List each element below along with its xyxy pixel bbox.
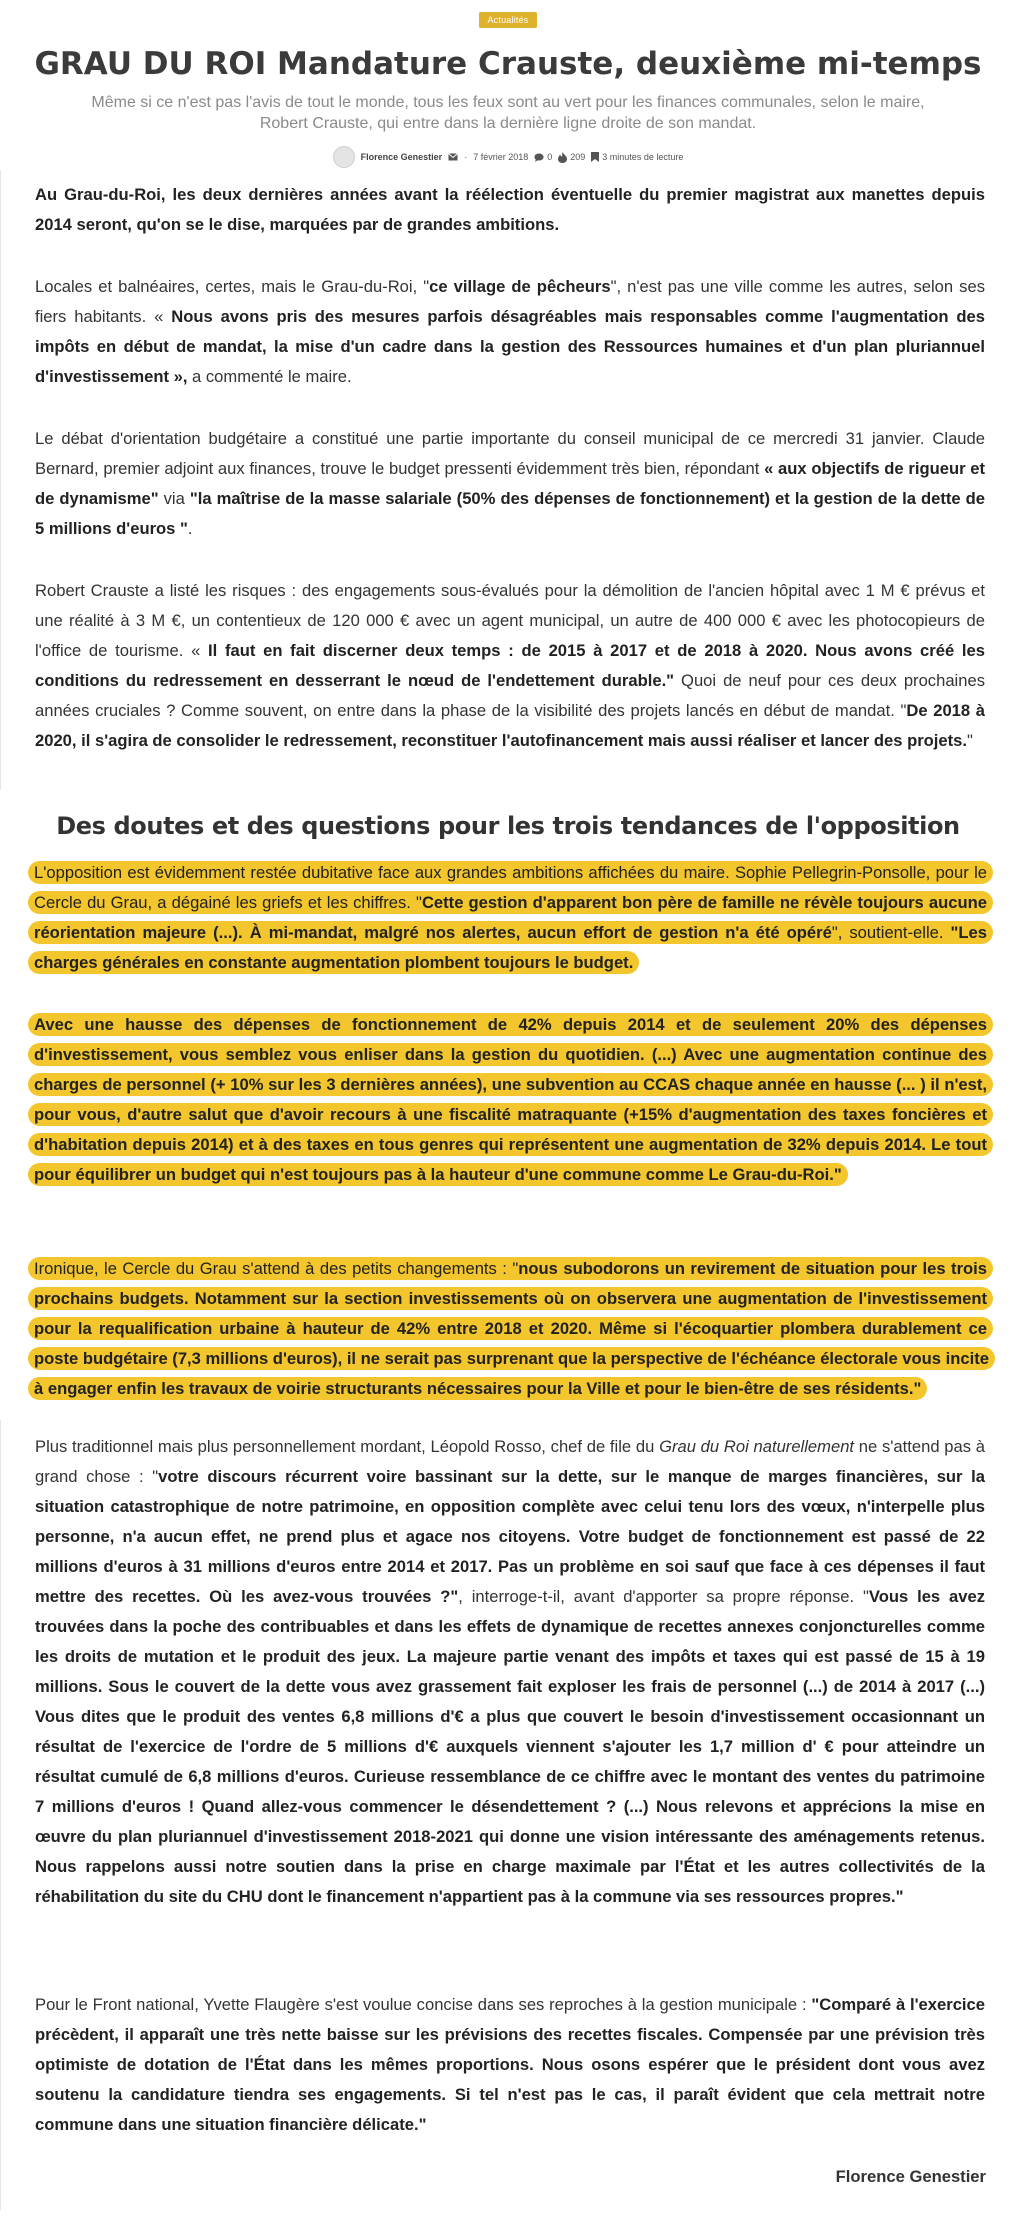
reading-time-value: 3 minutes de lecture (602, 152, 684, 162)
highlight-paragraph-1: L'opposition est évidemment restée dubitative face aux grandes ambitions affichées du maire. Sophie Pellegrin-Ponsolle, pour le Cercle du Grau, a dégainé les griefs et les chiffres. "Cette gestion d'apparent bon père de famille ne révèle toujours aucune réorientation majeure (...). À mi-mandat, malgré nos alertes, aucun effort de gestion n'a été opéré", soutient-elle. "Les charges générales en constante augmentation plombent toujours le budget. (28, 858, 993, 978)
article-title: GRAU DU ROI Mandature Crauste, deuxième mi-temps (34, 46, 982, 82)
flame-icon (558, 152, 567, 163)
bookmark-icon (591, 152, 599, 162)
meta-separator: · (464, 152, 468, 162)
highlight-paragraph-3: Ironique, le Cercle du Grau s'attend à des petits changements : "nous subodorons un revirement de situation pour les trois prochains budgets. Notamment sur la section investissements où on observera une augmentation de l'investissement pour la requalification urbaine à hauteur de 42% entre 2018 et 2020. Même si l'écoquartier plombera durablement ce poste budgétaire (7,3 millions d'euros), il ne serait pas surprenant que la perspective de l'échéance électorale vous incite à engager enfin les travaux de voirie structurants nécessaires pour la Ville et pour le bien-être de ses résidents." (28, 1254, 993, 1404)
intro-text: Au Grau-du-Roi, les deux dernières années avant la réélection éventuelle du premier magistrat aux manettes depuis 2014 seront, qu'on se le dise, marquées par de grandes ambitions. (35, 185, 985, 234)
paragraph-rosso: Plus traditionnel mais plus personnellement mordant, Léopold Rosso, chef de file du Grau du Roi naturellement ne s'attend pas à grand chose : "votre discours récurrent voire bassinant sur la dette, sur le manque de marges financières, sur la situation catastrophique de notre patrimoine, en opposition complète avec celui tenu lors des vœux, n'interpelle plus personne, n'a aucun effet, ne prend plus et agace nos citoyens. Votre budget de fonctionnement est passé de 22 millions d'euros à 31 millions d'euros entre 2014 et 2017. Pas un problème en soi sauf que face à ces dépenses il faut mettre des recettes. Où les avez-vous trouvées ?", interroge-t-il, avant d'apporter sa propre réponse. "Vous les avez trouvées dans la poche des contribuables et dans les effets de dynamique de recettes annexes conjoncturelles comme les droits de mutation et le produit des jeux. La majeure partie venant des impôts et taxes qui est passé de 15 à 19 millions. Sous le couvert de la dette vous avez grassement fait exploser les frais de personnel (...) de 2014 à 2017 (...) Vous dites que le produit des ventes 6,8 millions d'€ a plus que couvert le besoin d'investissement occasionnant un résultat de l'exercice de l'ordre de 5 millions d'€ auxquels viennent s'ajouter les 1,7 million d' € pour atteindre un résultat cumulé de 6,8 millions d'euros. Curieuse ressemblance de ce chiffre avec le montant des ventes du patrimoine 7 millions d'euros ! Quand allez-vous commencer le désendettement ? (...) Nous relevons et apprécions la mise en œuvre du plan pluriannuel d'investissement 2018-2021 qui donne une vision intéressante des aménagements retenus. Nous rappelons aussi notre soutien dans la prise en charge maximale par l'État et les autres collectivités de la réhabilitation du site du CHU dont le financement n'appartient pas à la commune via ses ressources propres." (35, 1437, 986, 1906)
author-name[interactable]: Florence Genestier (360, 152, 443, 162)
reading-time (591, 152, 683, 162)
publish-date: 7 février 2018 (473, 152, 529, 162)
paragraph-intro (35, 180, 985, 240)
left-border (0, 170, 1, 790)
article-header (0, 0, 1016, 168)
author-avatar[interactable] (333, 146, 355, 168)
highlight-paragraph-2: Avec une hausse des dépenses de fonctionnement de 42% depuis 2014 et de seulement 20% des dépenses d'investissement, vous semblez vous enliser dans la gestion du quotidien. (...) Avec une augmentation continue des charges de personnel (+ 10% sur les 3 dernières années), une subvention au CCAS chaque année en hausse (... ) il n'est, pour vous, d'autre salut que d'avoir recours à une fiscalité matraquante (+15% d'augmentation des taxes foncières et d'habitation depuis 2014) et à des taxes en tous genres qui représentent une augmentation de 32% depuis 2014. Le tout pour équilibrer un budget qui n'est toujours pas à la hauteur d'une commune comme Le Grau-du-Roi." (28, 1010, 993, 1190)
views-count (558, 152, 585, 163)
article-subtitle: Même si ce n'est pas l'avis de tout le monde, tous les feux sont au vert pour les finances communales, selon le maire, Robert Crauste, qui entre dans la dernière ligne droite de son mandat. (91, 94, 925, 132)
comments-value: 0 (547, 152, 553, 162)
comment-icon (534, 153, 544, 162)
views-value: 209 (570, 152, 586, 162)
paragraph-4: Robert Crauste a listé les risques : des engagements sous-évalués pour la démolition de l'ancien hôpital avec 1 M € prévus et une réalité à 3 M €, un contentieux de 120 000 € avec un agent municipal, un autre de 400 000 € avec les photocopieurs de l'office de tourisme. « Il faut en fait discerner deux temps : de 2015 à 2017 et de 2018 à 2020. Nous avons créé les conditions du redressement en desserrant le nœud de l'endettement durable." Quoi de neuf pour ces deux prochaines années cruciales ? Comme souvent, on entre dans la phase de la visibilité des projets lancés en début de mandat. "De 2018 à 2020, il s'agira de consolider le redressement, reconstituer l'autofinancement mais aussi réaliser et lancer des projets." (35, 581, 986, 750)
signature: Florence Genestier (835, 2167, 986, 2186)
envelope-icon[interactable] (448, 153, 458, 161)
category-badge[interactable]: Actualités (479, 12, 536, 28)
paragraph-2: Locales et balnéaires, certes, mais le Grau-du-Roi, "ce village de pêcheurs", n'est pas une ville comme les autres, selon ses fiers habitants. « Nous avons pris des mesures parfois désagréables mais responsables comme l'augmentation des impôts en début de mandat, la mise d'un cadre dans la gestion des Ressources humaines et d'un plan pluriannuel d'investissement », a commenté le maire. (35, 277, 985, 386)
left-border-lower (0, 1420, 1, 2210)
article-meta (0, 146, 1016, 168)
section-heading: Des doutes et des questions pour les trois tendances de l'opposition (56, 812, 960, 840)
paragraph-fn: Pour le Front national, Yvette Flaugère s'est voulue concise dans ses reproches à la gestion municipale : "Comparé à l'exercice précèdent, il apparaît une très nette baisse sur les prévisions des recettes fiscales. Compensée par une prévision très optimiste de dotation de l'État dans les mêmes proportions. Nous osons espérer que le président dont vous avez soutenu la candidature tiendra ses engagements. Si tel n'est pas le cas, il paraît évident que cela mettrait notre commune dans une situation financière délicate." (35, 1995, 985, 2134)
paragraph-3: Le débat d'orientation budgétaire a constitué une partie importante du conseil municipal de ce mercredi 31 janvier. Claude Bernard, premier adjoint aux finances, trouve le budget pressenti évidemment très bien, répondant « aux objectifs de rigueur et de dynamisme" via "la maîtrise de la masse salariale (50% des dépenses de fonctionnement) et la gestion de la dette de 5 millions d'euros ". (35, 429, 986, 538)
comments-count[interactable] (534, 152, 552, 162)
